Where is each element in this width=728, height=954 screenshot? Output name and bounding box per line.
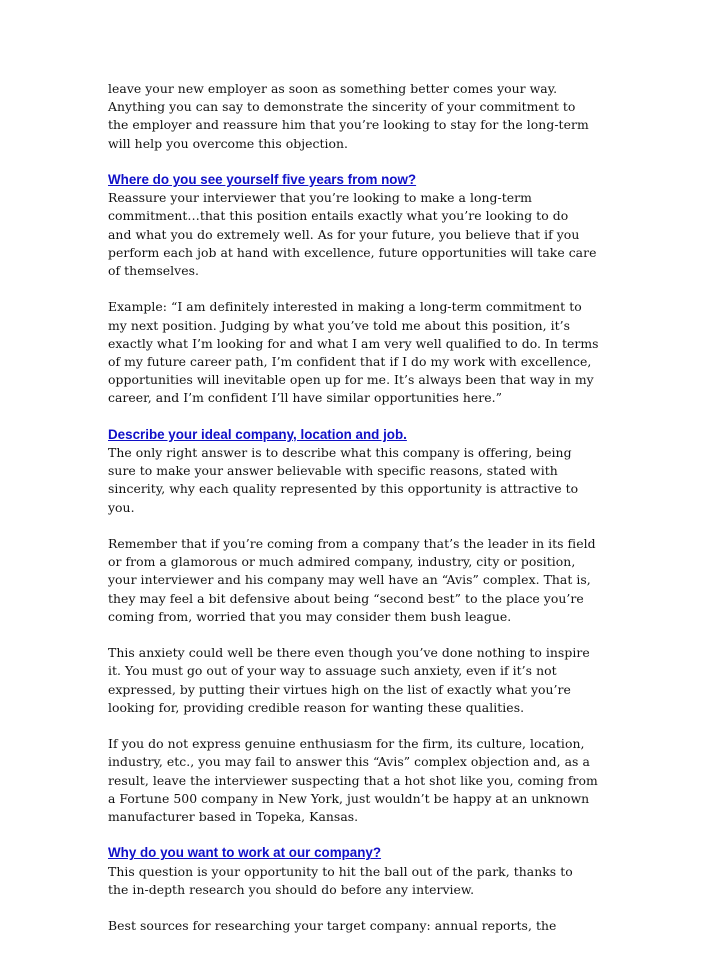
section-five-years [108,171,628,408]
paragraph: Example: “I am definitely interested in making a long-term commitment to my next position. Judging by what you’ve told me about this position, it’s exactly what I’m looking for and what I am very well qualified to do. In terms of my future career path, I’m confident that if I do my work with excellence, opportunities will inevitable open up for me. It’s always been that way in my career, and I’m confident I’ll have similar opportunities here.” [108,299,599,406]
paragraph: If you do not express genuine enthusiasm for the firm, its culture, location, industry, etc., you may fail to answer this “Avis” complex objection and, as a result, leave the interviewer suspecting that a hot shot like you, coming from a Fortune 500 company in New York, just wouldn’t be happy at an unknown manufacturer based in Topeka, Kansas. [108,736,598,825]
paragraph: This question is your opportunity to hit the ball out of the park, thanks to the in-depth research you should do before any interview. [108,863,573,897]
intro-paragraph: leave your new employer as soon as something better comes your way. Anything you can say to demonstrate the sincerity of your commitment to the employer and reassure him that you’re looking to stay for the long-term will help you overcome this objection. [108,81,589,151]
paragraph: Reassure your interviewer that you’re looking to make a long-term commitment…that this position entails exactly what you’re looking to do and what you do extremely well. As for your future, you believe that if you perform each job at hand with excellence, future opportunities will take care of themselves. [108,190,597,279]
paragraph: The only right answer is to describe what this company is offering, being sure to make your answer believable with specific reasons, stated with sincerity, why each quality represented by this opportunity is attractive to you. [108,445,579,515]
heading-five-years[interactable]: Where do you see yourself five years from now? [108,172,417,187]
paragraph: Remember that if you’re coming from a company that’s the leader in its field or from a glamorous or much admired company, industry, city or position, your interviewer and his company may well have an “Avis” complex. That is, they may feel a bit defensive about being “second best” to the place you’re coming from, worried that you may consider them bush league. [108,536,596,624]
section-ideal-company [108,426,628,826]
heading-ideal-company[interactable]: Describe your ideal company, location and job. [108,426,407,442]
section-why-our-company [108,844,628,935]
document-page [108,80,628,954]
paragraph: This anxiety could well be there even though you’ve done nothing to inspire it. You must go out of your way to assuage such anxiety, even if it’s not expressed, by putting their virtues high on the list of exactly what you’re looking for, providing credible reason for wanting these qualities. [108,645,590,715]
paragraph: Best sources for researching your target company: annual reports, the [108,918,557,934]
heading-why-our-company[interactable]: Why do you want to work at our company? [108,845,382,861]
